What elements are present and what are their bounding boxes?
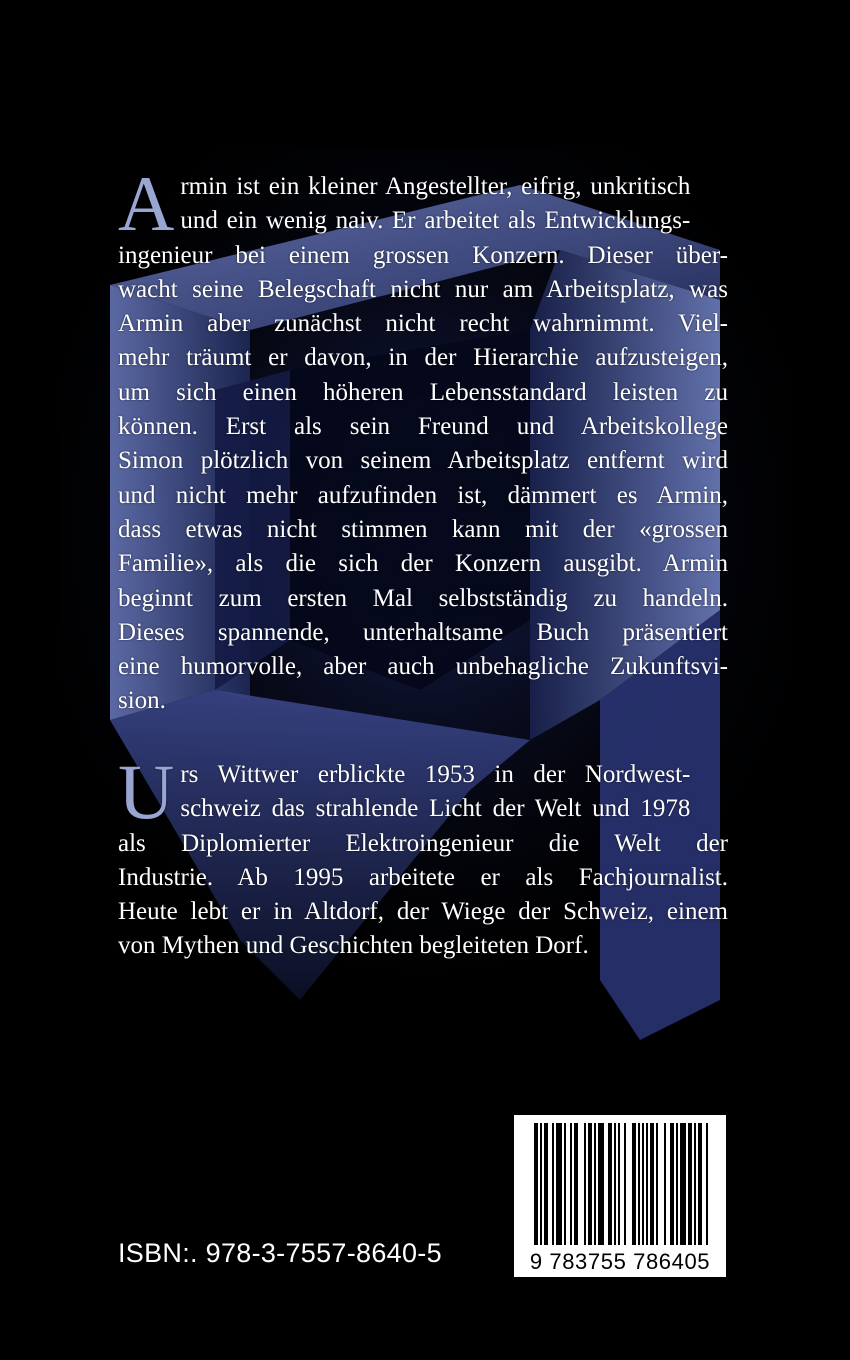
barcode-bar <box>650 1123 654 1245</box>
barcode-bar <box>598 1123 604 1245</box>
barcode-bar <box>632 1123 636 1245</box>
author-bio-paragraph <box>118 748 728 964</box>
isbn-text: ISBN:. 978-3-7557-8640-5 <box>118 1238 442 1268</box>
blurb-line: Familie», als die sich der Konzern ausgibt. Armin <box>118 550 728 578</box>
bio-line: von Mythen und Geschichten begleiteten Dorf. <box>118 932 589 960</box>
barcode-bar <box>564 1123 566 1245</box>
barcode-bar <box>642 1123 644 1245</box>
bio-line: Industrie. Ab 1995 arbeitete er als Fachjournalist. <box>118 863 728 891</box>
blurb-line: Dieses spannende, unterhaltsame Buch präsentiert <box>118 618 728 646</box>
barcode-bar <box>594 1123 596 1245</box>
blurb-line: dass etwas nicht stimmen kann mit der «grossen <box>118 515 728 543</box>
barcode-bar <box>614 1123 616 1245</box>
barcode-bar <box>556 1123 562 1245</box>
blurb-line: Armin aber zunächst nicht recht wahrnimmt. Viel- <box>118 310 728 338</box>
barcode-bar <box>624 1123 626 1245</box>
blurb-line: und nicht mehr aufzufinden ist, dämmert es Armin, <box>118 481 728 509</box>
barcode-digits: 9 783755 786405 <box>529 1249 711 1274</box>
blurb-line: mehr träumt er davon, in der Hierarchie aufzusteigen, <box>118 344 728 372</box>
barcode-bar <box>588 1123 592 1245</box>
blurb-line: beginnt zum ersten Mal selbstständig zu handeln. <box>118 584 728 612</box>
barcode-bar <box>608 1123 612 1245</box>
bio-line: als Diplomierter Elektroingenieur die Welt der <box>118 829 728 857</box>
barcode-bar <box>676 1123 678 1245</box>
blurb-line: können. Erst als sein Freund und Arbeitskollege <box>118 413 728 441</box>
bio-line: rs Wittwer erblickte 1953 in der Nordwest- <box>180 761 691 788</box>
barcode-bar <box>638 1123 640 1245</box>
barcode-bar <box>552 1123 554 1245</box>
barcode-bar <box>670 1123 674 1245</box>
bio-line: schweiz das strahlende Licht der Welt und 1978 <box>180 795 691 823</box>
blurb-line: wacht seine Belegschaft nicht nur am Arbeitsplatz, was <box>118 275 728 303</box>
blurb-paragraph <box>118 160 728 719</box>
blurb-lines <box>118 160 728 719</box>
bio-lines <box>118 748 728 964</box>
barcode-bar <box>540 1123 542 1245</box>
barcode-bar <box>646 1123 648 1245</box>
barcode-bar <box>664 1123 666 1245</box>
barcode-bar <box>618 1123 620 1245</box>
barcode-bars <box>514 1115 726 1255</box>
blurb-line: rmin ist ein kleiner Angestellter, eifrig, unkritisch <box>180 173 691 200</box>
blurb-line: ingenieur bei einem grossen Konzern. Dieser über- <box>118 241 728 269</box>
barcode-bar <box>584 1123 586 1245</box>
bio-dropcap: U <box>118 748 175 835</box>
blurb-dropcap: A <box>118 160 175 247</box>
barcode-bar <box>680 1123 686 1245</box>
barcode-bar <box>544 1123 548 1245</box>
bio-line: Heute lebt er in Altdorf, der Wiege der Schweiz, einem <box>118 898 728 926</box>
barcode-bar <box>570 1123 572 1245</box>
barcode-bar <box>694 1123 696 1245</box>
isbn-barcode <box>514 1115 726 1277</box>
barcode-bar <box>574 1123 578 1245</box>
barcode-bar <box>534 1123 538 1245</box>
barcode-bar <box>656 1123 658 1245</box>
blurb-line: Simon plötzlich von seinem Arbeitsplatz entfernt wird <box>118 447 728 475</box>
barcode-bar <box>688 1123 692 1245</box>
blurb-line: um sich einen höheren Lebensstandard leisten zu <box>118 378 728 406</box>
barcode-bar <box>698 1123 702 1245</box>
blurb-line: sion. <box>118 687 166 715</box>
blurb-line: und ein wenig naiv. Er arbeitet als Entwicklungs- <box>180 207 691 235</box>
blurb-line: eine humorvolle, aber auch unbehagliche Zukunftsvi- <box>118 653 728 681</box>
barcode-bar <box>706 1123 708 1245</box>
